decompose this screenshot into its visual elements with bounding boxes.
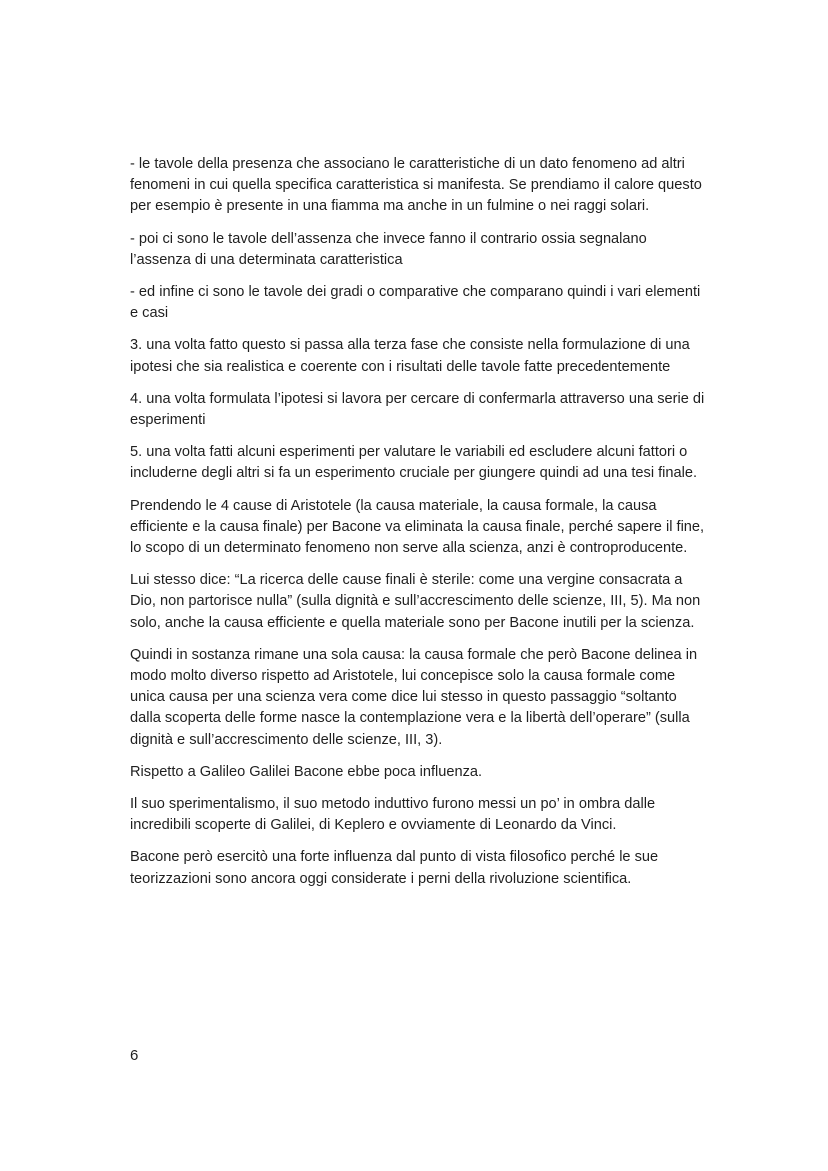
paragraph-formal-cause: Quindi in sostanza rimane una sola causa: la causa formale che però Bacone delinea in modo molto diverso rispetto ad Aristotele, lui concepisce solo la causa formale come unica causa per una scienza vera come dice lui stesso in questo passaggio “soltanto dalla scoperta delle forme nasce la contemplazione vera e la libertà dell’operare” (sulla dignità e sull’accrescimento delle scienze, III, 3). [130, 646, 698, 748]
paragraph-presence-tables: - le tavole della presenza che associano le caratteristiche di un dato fenomeno ad altri fenomeni in cui quella specifica caratteristica si manifesta. Se prendiamo il calore questo per esempio è presente in una fiamma ma anche in un fulmine o nei raggi solari. [130, 156, 702, 215]
paragraph-experimentalism: Il suo sperimentalismo, il suo metodo induttivo furono messi un po’ in ombra dalle incredibili scoperte di Galilei, di Keplero e ovviamente di Leonardo da Vinci. [130, 796, 656, 834]
paragraph-galileo: Rispetto a Galileo Galilei Bacone ebbe poca influenza. [130, 763, 483, 780]
paragraph-bacon-quote: Lui stesso dice: “La ricerca delle cause finali è sterile: come una vergine consacrata a Dio, non partorisce nulla” (sulla dignità e sull’accrescimento delle scienze, III, 5). Ma non solo, anche la causa efficiente e quella materiale sono per Bacone inutili per la scienza. [130, 572, 701, 631]
page-number: 6 [130, 1047, 139, 1064]
paragraph-absence-tables: - poi ci sono le tavole dell’assenza che invece fanno il contrario ossia segnalano l’assenza di una determinata caratteristica [130, 230, 647, 268]
page-body [130, 154, 705, 901]
paragraph-degree-tables: - ed infine ci sono le tavole dei gradi o comparative che comparano quindi i vari elementi e casi [130, 284, 701, 322]
paragraph-step-4: 4. una volta formulata l’ipotesi si lavora per cercare di confermarla attraverso una serie di esperimenti [130, 390, 705, 429]
paragraph-step-3: 3. una volta fatto questo si passa alla terza fase che consiste nella formulazione di una ipotesi che sia realistica e coerente con i risultati delle tavole fatte precedentemente [130, 337, 690, 375]
paragraph-step-5: 5. una volta fatti alcuni esperimenti per valutare le variabili ed escludere alcuni fattori o includerne degli altri si fa un esperimento cruciale per giungere quindi ad una tesi finale. [130, 444, 698, 482]
paragraph-philosophical-influence: Bacone però esercitò una forte influenza dal punto di vista filosofico perché le sue teorizzazioni sono ancora oggi considerate i perni della rivoluzione scientifica. [130, 849, 659, 887]
paragraph-aristotle-causes: Prendendo le 4 cause di Aristotele (la causa materiale, la causa formale, la causa efficiente e la causa finale) per Bacone va eliminata la causa finale, perché sapere il fine, lo scopo di un determinato fenomeno non serve alla scienza, anzi è controproducente. [130, 497, 705, 557]
